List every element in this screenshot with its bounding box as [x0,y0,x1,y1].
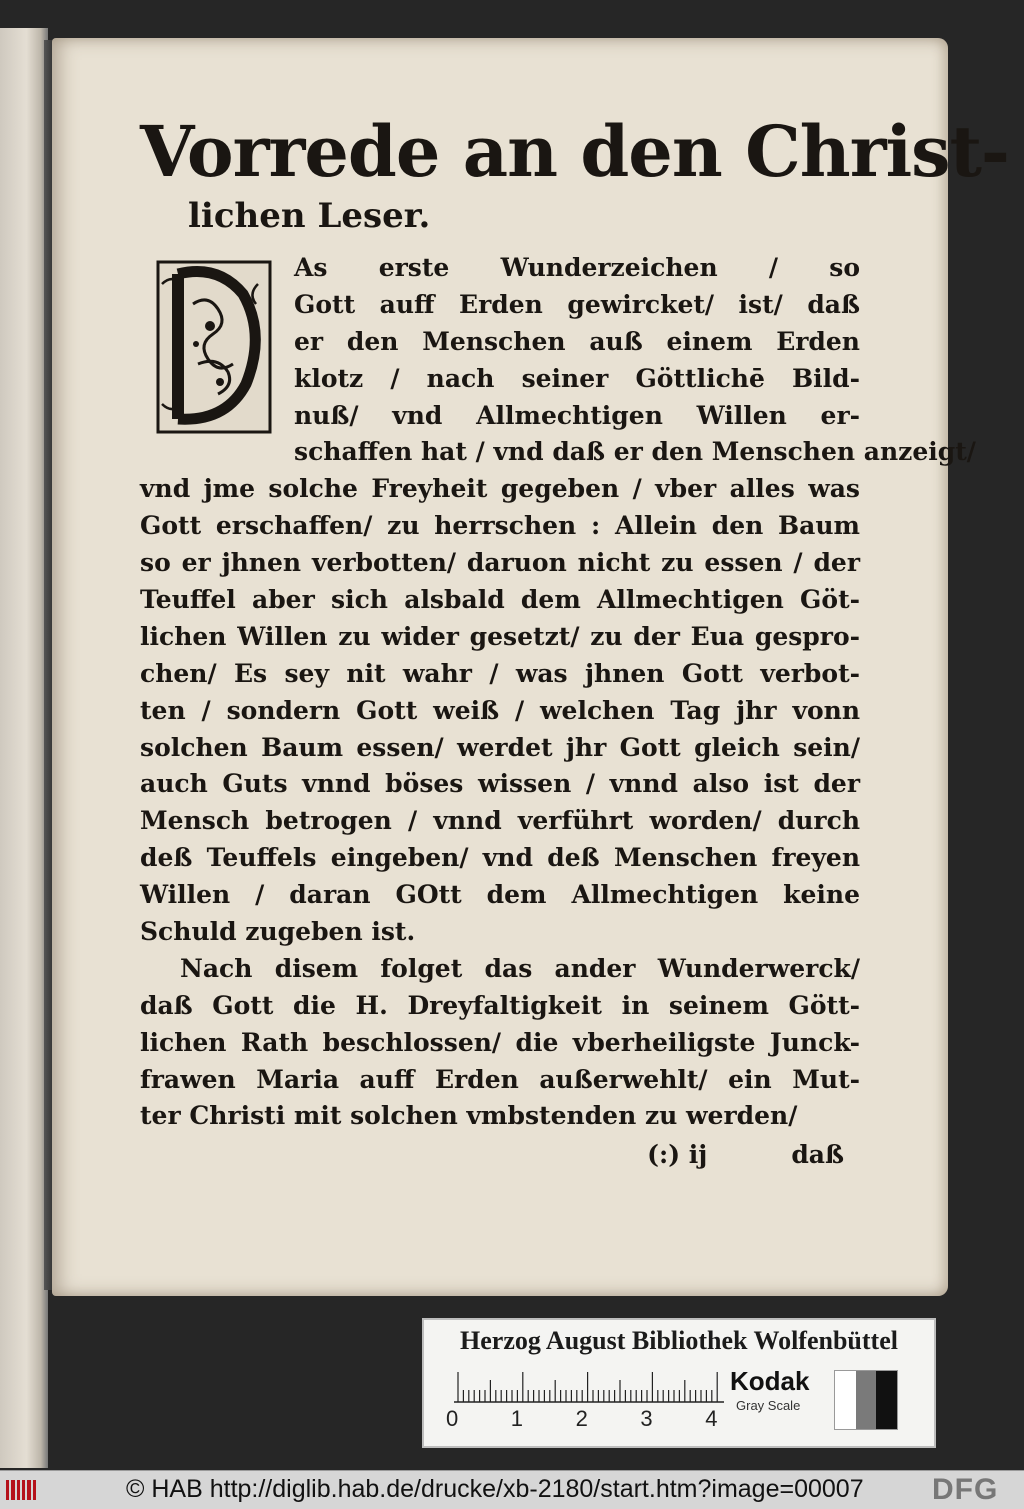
gray-patch [876,1371,897,1429]
text-line: er den Menschen auß einem Erden [294,326,860,356]
text-line: daß Gott die H. Dreyfaltigkeit in seinem Gött- [140,990,860,1020]
gray-scale-label: Gray Scale [736,1398,801,1413]
ornament-initial-icon [148,254,280,438]
ruler-numbers [446,1406,736,1436]
gray-patch [835,1371,856,1429]
text-line: solchen Baum essen/ werdet jhr Gott gleich sein/ [140,732,860,762]
text-line: Schuld zugeben ist. [140,917,416,947]
text-line: so er jhnen verbotten/ daruon nicht zu essen / der [140,548,860,578]
text-line: ten / sondern Gott weiß / welchen Tag jhr vonn [140,695,860,725]
text-line: lichen Rath beschlossen/ die vberheiligste Junck- [140,1027,860,1057]
hab-logo-icon [6,1480,36,1500]
dfg-logo: DFG [932,1473,999,1506]
library-name: Herzog August Bibliothek Wolfenbüttel [460,1326,898,1355]
ruler-number: 4 [705,1406,718,1431]
text-line: auch Guts vnnd böses wissen / vnnd also ist der [140,769,860,799]
text-line: Willen / daran GOtt dem Allmechtigen keine [140,880,860,910]
kodak-logo: Kodak [730,1366,810,1396]
text-line: ter Christi mit solchen vmbstenden zu werden/ [140,1101,798,1131]
text-line: lichen Willen zu wider gesetzt/ zu der Eua gespro- [140,621,860,651]
ruler-number: 3 [640,1406,653,1431]
ruler-number: 1 [510,1406,524,1431]
text-line: Gott auff Erden gewircket/ ist/ daß [294,289,860,319]
text-line: schaffen hat / vnd daß er den Menschen anzeigt/ [294,437,976,467]
text-line: klotz / nach seiner Göttlichē Bild- [294,363,860,393]
viewer-footer [0,1470,1024,1509]
text-line: As erste Wunderzeichen / so [294,253,860,282]
ruler-number: 0 [446,1406,459,1431]
text-line: Gott erschaffen/ zu herrschen : Allein den Baum [140,511,860,541]
signature-mark: (:) ij [647,1140,708,1170]
page-title: Vorrede an den Christ- [140,110,1009,193]
ruler-number: 2 [575,1406,588,1431]
previous-page-edge [0,28,48,1468]
copyright-link[interactable]: © HAB http://diglib.hab.de/drucke/xb-2180/start.htm?image=00007 [126,1475,864,1503]
catchword: daß [791,1140,844,1170]
page-footer-marks [140,1137,860,1173]
book-page [52,38,1009,1296]
text-line: Mensch betrogen / vnnd verführt worden/ durch [140,806,860,836]
page-subtitle: lichen Leser. [188,196,431,236]
text-line: Nach disem folget das ander Wunderwerck/ [180,953,860,983]
text-line: Teuffel aber sich alsbald dem Allmechtigen Göt- [140,585,860,615]
gray-patches [834,1370,898,1430]
text-line: nuß/ vnd Allmechtigen Willen er- [294,400,860,430]
text-line: chen/ Es sey nit wahr / was jhnen Gott verbot- [140,658,860,688]
decorated-initial [148,254,280,438]
page-text-block [140,110,1009,1173]
text-line: frawen Maria auff Erden außerwehlt/ ein Mut- [140,1064,860,1094]
ruler-scale [454,1366,724,1404]
color-target-card [422,1318,936,1448]
gray-patch [856,1371,877,1429]
text-line: deß Teuffels eingeben/ vnd deß Menschen freyen [140,843,860,873]
text-line: vnd jme solche Freyheit gegeben / vber alles was [140,474,860,504]
